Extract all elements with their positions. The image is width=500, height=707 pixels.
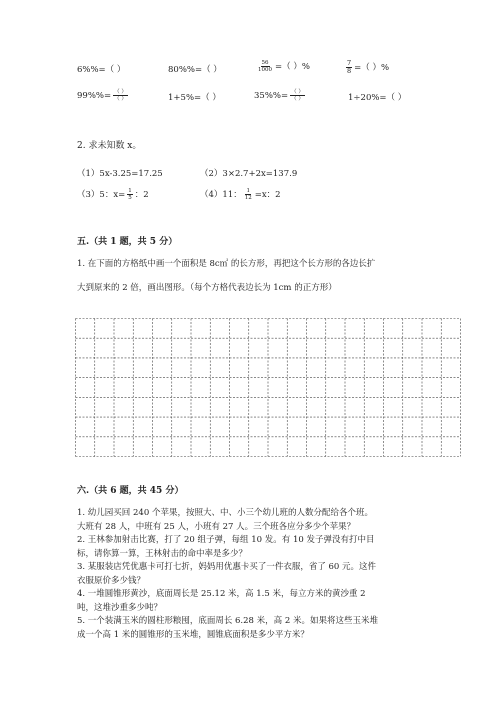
problem-line: 成一个高 1 米的圆锥形的玉米堆，圆锥底面积是多少平方米？ [77, 630, 309, 640]
calc-1-2: 80%%=（ ） [168, 65, 222, 75]
problem-line: 2. 王林参加射击比赛，打了 20 组子弹，每组 10 发。有 10 发子弹没有打中目 [77, 535, 375, 545]
equation-3: （3）5：x= $\frac{1}{5}$ ：2 [77, 188, 149, 201]
fraction: $\frac{( )}{( )}$ [291, 89, 304, 102]
equation-2: （2）3×2.7+2x=137.9 [200, 169, 298, 179]
question-2-title: 2. 求未知数 x。 [77, 141, 142, 151]
section-5-line-1: 1. 在下面的方格纸中画一个面积是 8c㎡ 的长方形，再把这个长方形的各边长扩 [77, 259, 376, 269]
calc-1-4: $\frac{7}{8}$ =（ ）% [347, 59, 390, 75]
problem-line: 衣服原价多少钱？ [77, 576, 146, 586]
fraction: $\frac{7}{8}$ [347, 59, 352, 75]
calc-2-3: 35%%= $\frac{( )}{( )}$ [254, 89, 304, 102]
equation-1: （1）5x-3.25=17.25 [77, 169, 163, 179]
calc-1-1: 6%%=（ ） [77, 65, 126, 75]
fraction: $\frac{( )}{( )}$ [114, 89, 127, 102]
calc-2-4: 1÷20%=（ ） [348, 93, 407, 103]
section-5-line-2: 大到原来的 2 倍，画出图形。（每个方格代表边长为 1cm 的正方形） [77, 283, 337, 293]
fraction: $\frac{1}{5}$ [128, 188, 132, 201]
equation-4: （4）11： $\frac{1}{12}$ =x：2 [200, 188, 281, 201]
problem-line: 1. 幼儿园买回 240 个苹果，按照大、中、小三个幼儿班的人数分配给各个班。 [77, 508, 373, 518]
grid-svg [75, 318, 461, 457]
problem-line: 4. 一堆圆锥形黄沙，底面周长是 25.12 米，高 1.5 米，每立方米的黄沙重 2 [77, 589, 366, 599]
graph-paper-grid [75, 318, 461, 457]
problem-line: 吨，这堆沙重多少吨？ [77, 603, 163, 613]
calc-2-2: 1+5%=（ ） [168, 93, 221, 103]
problem-line: 3. 某服装店凭优惠卡可打七折，妈妈用优惠卡买了一件衣服，省了 60 元。这件 [77, 562, 377, 572]
fraction: $\frac{1}{12}$ [244, 188, 252, 201]
section-5-heading: 五.（共 1 题，共 5 分） [77, 237, 178, 247]
calc-2-1: 99%%= $\frac{( )}{( )}$ [77, 89, 127, 102]
problem-line: 标，请你算一算，王林射击的命中率是多少？ [77, 549, 248, 559]
calc-1-3: $\frac{56}{1000}$ =（ ）% [258, 60, 310, 73]
fraction: $\frac{56}{1000}$ [258, 60, 272, 73]
problem-line: 大班有 28 人，中班有 25 人，小班有 27 人。三个班各应分多少个苹果？ [77, 522, 356, 532]
problem-line: 5. 一个装满玉米的圆柱形粮囤，底面周长 6.28 米，高 2 米。如果将这些玉米堆 [77, 616, 378, 626]
section-6-heading: 六.（共 6 题，共 45 分） [77, 486, 184, 496]
